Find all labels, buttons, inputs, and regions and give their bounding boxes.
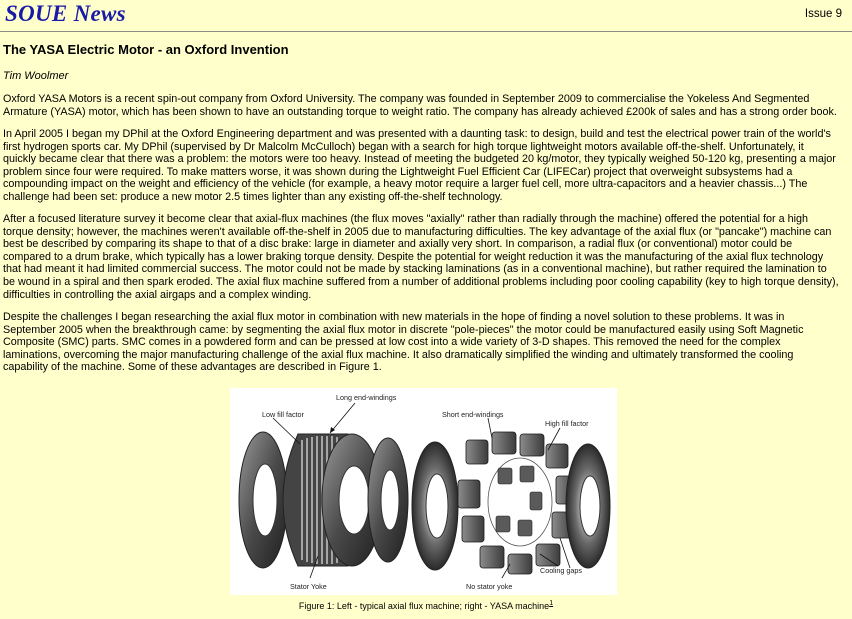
- label-high-fill-factor: High fill factor: [545, 419, 589, 428]
- newsletter-header: [0, 0, 852, 32]
- label-long-end-windings: Long end-windings: [336, 393, 397, 402]
- figure-motor-comparison: [230, 388, 617, 595]
- typical-axial-flux-machine: [239, 403, 408, 578]
- footnote-link[interactable]: 1: [549, 600, 554, 607]
- figure-caption-text: Figure 1: Left - typical axial flux machine; right - YASA machine: [298, 601, 550, 611]
- label-cooling-gaps: Cooling gaps: [540, 566, 582, 575]
- label-stator-yoke: Stator Yoke: [290, 582, 327, 591]
- article-paragraph: Despite the challenges I began researching the axial flux motor in combination with new materials in the hope of finding a novel solution to these problems. It was in September 2005 when the breakthrough came: by segmenting the axial flux motor in discrete "pole-pieces" the motor could be manufactured easily using Soft Magnetic Composite (SMC) parts. SMC comes in a powdered form and can be pressed at low cost into a wide variety of 3-D shapes. This removed the need for the complex laminations, overcoming the major manufacturing challenge of the axial flux machine. It also dramatically simplified the winding and ultimately transformed the cooling capability of the machine. Some of these advantages are described in Figure 1.: [3, 311, 804, 374]
- label-low-fill-factor: Low fill factor: [262, 410, 304, 419]
- label-no-stator-yoke: No stator yoke: [466, 582, 513, 591]
- newsletter-logo[interactable]: SOUE News: [5, 1, 126, 26]
- yasa-machine: [412, 418, 610, 578]
- article-paragraph: After a focused literature survey it become clear that axial-flux machines (the flux moves "axially" rather than radially through the machine) offered the potential for a high torque density; however, the machines weren't available off-the-shelf in 2005 due to manufacturing difficulties. The key advantage of the axial flux (or "pancake") machine can best be described by comparing its shape to that of a disc brake: large in diameter and axially very short. In comparison, a radial flux (or conventional) motor could be compared to a drum brake, which typically has a lower braking torque density. Despite the potential for weight reduction it was the manufacturing of the axial flux technology that had meant it had limited commercial success. The motor could not be made by stacking laminations (as in a conventional machine), but rather required the lamination to be wound in a spiral and then spark eroded. The axial flux machine suffered from a number of additional problems including poor cooling capability (key to high torque density), difficulties in controlling the axial airgaps and a complex winding.: [3, 213, 839, 301]
- motor-illustration: [230, 388, 617, 595]
- article-title: The YASA Electric Motor - an Oxford Invention: [3, 42, 289, 57]
- article-author: Tim Woolmer: [3, 70, 69, 82]
- article-paragraph: In April 2005 I began my DPhil at the Oxford Engineering department and was presented with a daunting task: to design, build and test the electrical power train of the world's first hydrogen sports car. My DPhil (supervised by Dr Malcolm McCulloch) began with a search for high torque lightweight motors available off-the-shelf. Unfortunately, it quickly became clear that there was a problem: the motors were too heavy. Instead of meeting the budgeted 20 kg/motor, they typically weighed 50-120 kg, presenting a major problem since four were required. To make matters worse, it was shown during the Lightweight Fuel Efficient Car (LIFECar) project that overweight subsystems had a compounding impact on the weight and efficiency of the vehicle (for example, a heavy motor require a larger fuel cell, more ultra-capacitors and a heavier chassis...) The challenge had been set: produce a new motor 2.5 times lighter than any existing off-the-shelf technology.: [3, 128, 836, 203]
- figure-caption: [0, 600, 852, 611]
- issue-number: Issue 9: [804, 8, 842, 20]
- article-paragraph: Oxford YASA Motors is a recent spin-out company from Oxford University. The company was founded in September 2009 to commercialise the Yokeless And Segmented Armature (YASA) motor, which has been shown to have an outstanding torque to weight ratio. The company has already achieved £200k of sales and has a strong order book.: [3, 93, 837, 118]
- label-short-end-windings: Short end-windings: [442, 410, 504, 419]
